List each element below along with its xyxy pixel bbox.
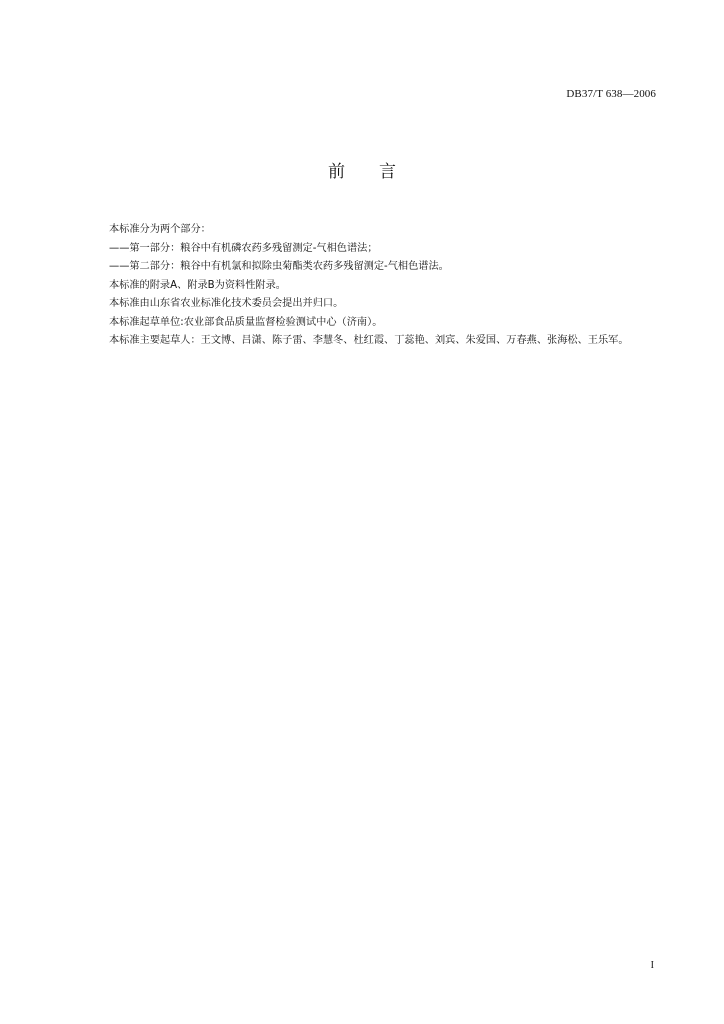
paragraph-part-one: ——第一部分：粮谷中有机磷农药多残留测定-气相色谱法； xyxy=(109,242,378,254)
paragraph-part-two: ——第二部分：粮谷中有机氯和拟除虫菊酯类农药多残留测定-气相色谱法。 xyxy=(109,261,449,272)
paragraph-drafting-unit: 本标准起草单位:农业部食品质量监督检验测试中心（济南）。 xyxy=(109,316,383,328)
page-title xyxy=(0,157,724,182)
title-char-2: 言 xyxy=(379,162,396,182)
title-char-1: 前 xyxy=(328,162,345,182)
foreword-body xyxy=(88,221,658,351)
paragraph-drafters: 本标准主要起草人：王文博、吕潇、陈子雷、李慧冬、杜红霞、丁蕊艳、刘宾、朱爱国、万春燕、张海松、王乐军。 xyxy=(109,335,629,346)
standard-code: DB37/T 638—2006 xyxy=(566,88,656,100)
paragraph-proposer: 本标准由山东省农业标准化技术委员会提出并归口。 xyxy=(109,298,344,309)
paragraph-appendix: 本标准的附录A、附录B为资料性附录。 xyxy=(109,279,286,291)
paragraph-parts-intro: 本标准分为两个部分： xyxy=(109,224,211,235)
page-number: I xyxy=(650,960,654,971)
